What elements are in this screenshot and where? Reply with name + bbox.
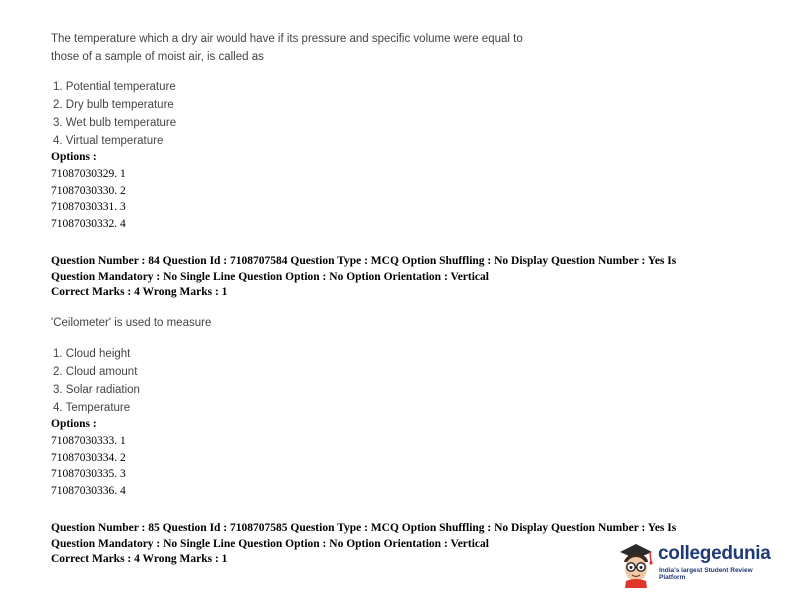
- question-85-marks: Correct Marks : 4 Wrong Marks : 1: [51, 553, 228, 565]
- question-83-text-line-1: The temperature which a dry air would have if its pressure and specific volume were equal to: [51, 33, 523, 45]
- question-84-options-label: Options :: [51, 418, 97, 430]
- question-85-meta-line-1: Question Number : 85 Question Id : 7108707585 Question Type : MCQ Option Shuffling : No Display Question Number : Yes Is: [51, 522, 677, 534]
- question-84-choice-1: 1. Cloud height: [53, 348, 131, 360]
- question-83-choice-4: 4. Virtual temperature: [53, 135, 164, 147]
- question-84-choice-4: 4. Temperature: [53, 402, 131, 414]
- question-83-choice-1: 1. Potential temperature: [53, 81, 176, 93]
- mascot-icon: [614, 540, 656, 588]
- collegedunia-logo: [614, 540, 774, 590]
- question-83-choices: [53, 78, 176, 150]
- question-84-text: 'Ceilometer' is used to measure: [51, 317, 212, 329]
- question-85-meta: [51, 521, 676, 568]
- question-83-choice-3: 3. Wet bulb temperature: [53, 117, 177, 129]
- question-84-option-code-2: 71087030334. 2: [51, 451, 126, 464]
- question-84-choices: [53, 345, 140, 417]
- question-84-option-codes: [51, 433, 126, 499]
- question-84-marks: Correct Marks : 4 Wrong Marks : 1: [51, 286, 228, 298]
- question-83-option-code-4: 71087030332. 4: [51, 217, 126, 230]
- question-84-option-code-3: 71087030335. 3: [51, 468, 126, 480]
- question-83-option-code-3: 71087030331. 3: [51, 201, 126, 213]
- question-84-choice-3: 3. Solar radiation: [53, 384, 140, 396]
- question-84-option-code-4: 71087030336. 4: [51, 484, 126, 497]
- question-85-meta-line-2: Question Mandatory : No Single Line Question Option : No Option Orientation : Vertical: [51, 537, 489, 550]
- question-84-option-code-1: 71087030333. 1: [51, 435, 126, 447]
- question-83-option-code-2: 71087030330. 2: [51, 184, 126, 197]
- question-83-text: [51, 30, 523, 66]
- question-83-choice-2: 2. Dry bulb temperature: [53, 99, 174, 111]
- question-83-text-line-2: those of a sample of moist air, is called as: [51, 51, 264, 63]
- logo-tagline: India's largest Student Review Platform: [659, 567, 753, 581]
- question-83-option-codes: [51, 166, 126, 232]
- question-83-option-code-1: 71087030329. 1: [51, 168, 126, 180]
- logo-wordmark: collegedunia: [658, 543, 771, 564]
- question-84-choice-2: 2. Cloud amount: [53, 366, 138, 378]
- question-84-meta: [51, 254, 676, 301]
- question-84-meta-line-2: Question Mandatory : No Single Line Question Option : No Option Orientation : Vertical: [51, 270, 489, 283]
- question-84-meta-line-1: Question Number : 84 Question Id : 7108707584 Question Type : MCQ Option Shuffling : No Display Question Number : Yes Is: [51, 255, 677, 267]
- question-83-options-label: Options :: [51, 151, 97, 163]
